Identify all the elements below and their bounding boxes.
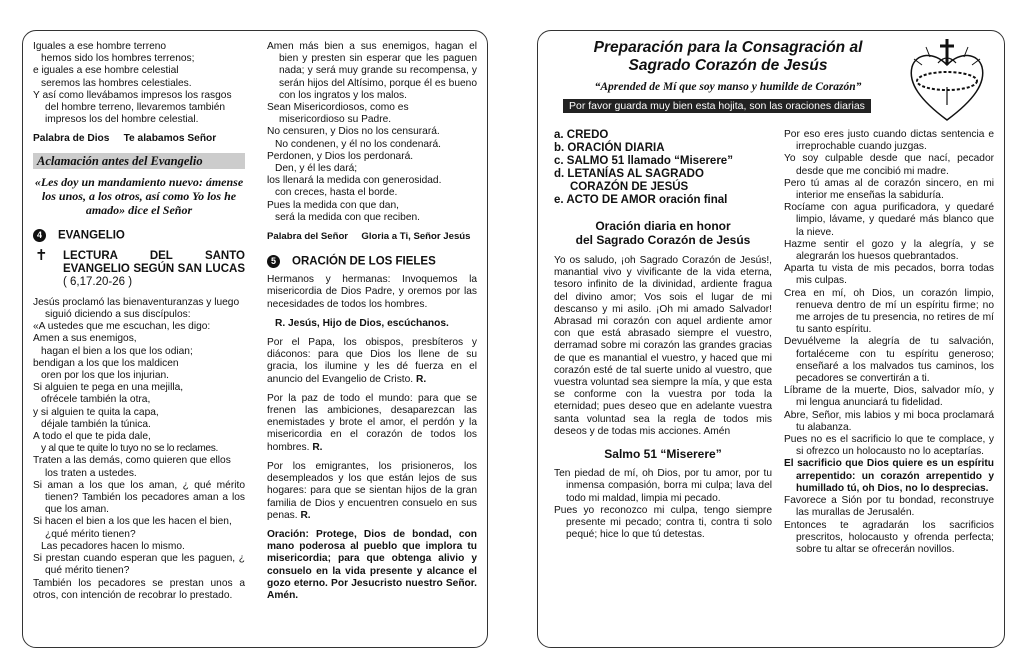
right-column-1 [554, 129, 772, 541]
salmo-verse: Crea en mí, oh Dios, un corazón limpio, renueva dentro de mí un espíritu firme; no me arrojes de tu presencia, no retires de mí tu santo espíritu. [784, 287, 994, 336]
title-line-1: Preparación para la Consagración al [593, 39, 863, 56]
salmo-verse: Rocíame con agua purificadora, y quedaré limpio, lávame, y quedaré más blanco que la nieve. [784, 202, 994, 238]
gospel-line: Den, y él les dará; [275, 163, 358, 175]
salmo-verse: Pues yo reconozco mi culpa, tengo siempre presente mi pecado; contra ti, contra ti solo pequé; hice lo que tú detestas. [554, 504, 772, 541]
gospel-line: No censuren, y Dios no los censurará. [267, 126, 440, 138]
gospel-line: los llenará la medida con generosidad. [267, 175, 442, 187]
prayer-list-item: e. ACTO DE AMOR oración final [554, 194, 728, 206]
palabra-response: Palabra de Dios Te alabamos Señor [33, 133, 217, 145]
gospel-line: y si alguien te quita la capa, [33, 406, 159, 418]
oracion-title-line: del Sagrado Corazón de Jesús [575, 233, 751, 247]
gospel-line: hagan el bien a los que los odian; [41, 345, 193, 357]
gospel-line: Jesús proclamó las bienaventuranzas y luego siguió diciendo a sus discípulos: [33, 296, 240, 321]
gospel-line: Amen a sus enemigos, [33, 333, 137, 345]
left-page [22, 30, 488, 648]
left-column-2 [267, 41, 477, 602]
gospel-line: Amen más bien a sus enemigos, hagan el bien y presten sin esperar que les paguen nada; y será muy grande su recompensa, y serán hijos del Altísimo, porque él es bueno con los ingratos y los malos. [267, 41, 477, 101]
gospel-line: No condenen, y él no los condenará. [275, 138, 441, 150]
prayer-list-item: CORAZÓN DE JESÚS [570, 181, 689, 193]
gospel-line: También los pecadores se prestan unos a otros, con intención de recobrar lo prestado. [33, 577, 245, 601]
salmo-verse: Pues no es el sacrificio lo que te complace, y si ofrezco un holocausto no lo aceptarías. [784, 434, 994, 458]
gospel-line: será la medida con que reciben. [275, 211, 420, 223]
fieles-intro: Hermanos y hermanas: Invoquemos la misericordia de Dios Padre, y oremos por las necesidades de todos los hombres. [267, 274, 477, 310]
lectura-heading [33, 246, 245, 289]
evangelio-heading [33, 229, 245, 242]
fieles-heading [267, 255, 477, 268]
gospel-line: déjale también la túnica. [41, 418, 151, 430]
number-badge: 5 [267, 255, 280, 268]
subtitle: “Aprended de Mí que soy manso y humilde de Corazón” [594, 81, 862, 93]
oracion-diaria-text: Yo os saludo, ¡oh Sagrado Corazón de Jesús!, manantial vivo y vivificante de la vida eterna, tesoro infinito de la divinidad, ardiente fragua del divino amor; Vos sois el lugar de mi descanso y mi asilo. ¡Oh mi amado Salvador! Abrasad mi corazón con aquel ardiente amor con que está abrasado siempre el vuestro, derramad sobre mi corazón las grandes gracias de que es manantial el vuestro, y haced que mi corazón esté de tal suerte unido al vuestro, que vuestra voluntad sea siempre la mía, y que esta se conforme con la vuestra por toda la eternidad; pues deseo que en adelante vuestra santa voluntad sea la regla de todos mis deseos y de todas mis acciones. Amén [554, 255, 772, 437]
gospel-line: A todo el que te pida dale, [33, 431, 151, 443]
palabra-response: Palabra del Señor Gloria a Ti, Señor Jesús [267, 231, 471, 243]
gospel-line: Pues la medida con que dan, [267, 199, 399, 211]
gospel-line: Traten a las demás, como quieren que ellos los traten a ustedes. [33, 455, 231, 479]
verse-line: e iguales a ese hombre celestial [33, 65, 179, 77]
prayer-list-item: d. LETANÍAS AL SAGRADO [554, 168, 704, 180]
gospel-line: Si aman a los que los aman, ¿ qué mérito tienen? También los pecadores aman a los que los aman. [33, 479, 245, 516]
salmo-verse: Pero tú amas al de corazón sincero, en mi interior me enseñas la sabiduría. [784, 177, 994, 202]
oracion-diaria-title [554, 219, 772, 247]
verse-line: hemos sido los hombres terrenos; [41, 53, 195, 65]
salmo-verse: Por eso eres justo cuando dictas sentencia e irreprochable cuando juzgas. [784, 129, 994, 153]
salmo-verse: Hazme sentir el gozo y la alegría, y se alegrarán los huesos quebrantados. [784, 238, 994, 263]
prayer-list [554, 129, 772, 207]
peticion: Por los emigrantes, los prisioneros, los desempleados y los que están lejos de sus hogares: para que se sientan hijos de la gran familia de Dios y encuentren consuelo en sus penas. R. [267, 460, 477, 521]
lectura-title: LECTURA DEL SANTO EVANGELIO SEGÚN SAN LUCAS ( 6,17.20-26 ) [63, 249, 245, 288]
aclamacion-text: «Les doy un mandamiento nuevo: ámense los unos, a los otros, así como Yo los he amado» dice el Señor [34, 174, 244, 217]
gospel-line: Perdonen, y Dios los perdonará. [267, 150, 414, 162]
left-column-1 [33, 41, 245, 602]
salmo-verse: Líbrame de la muerte, Dios, salvador mío, y mi lengua anunciará tu fidelidad. [784, 385, 994, 409]
gospel-line: y al que te quite lo tuyo no se lo reclames. [41, 443, 219, 455]
salmo-verse: Devuélveme la alegría de tu salvación, fortaléceme con tu espíritu generoso; enseñaré a los malvados tus caminos, los pecadores se convertirán a ti. [784, 336, 994, 385]
right-page [537, 30, 1005, 648]
oracion-title-line: Oración diaria en honor [595, 219, 731, 233]
salmo-verse: Ten piedad de mí, oh Dios, por tu amor, por tu inmensa compasión, borra mi culpa; lava del todo mi maldad, limpia mi pecado. [554, 468, 772, 504]
verse-line: Y así como llevábamos impresos los rasgos del hombre terreno, llevaremos también impresos los del hombre celestial. [33, 89, 232, 126]
salmo-verse: Entonces te agradarán los sacrificios prescritos, holocausto y ofrenda perfecta; sobre tu altar se ofrecerán novillos. [784, 519, 994, 555]
instruction-banner: Por favor guarda muy bien esta hojita, son las oraciones diarias [563, 99, 871, 113]
aclamacion-title: Aclamación antes del Evangelio [33, 153, 245, 169]
page-title [558, 39, 898, 75]
fieles-title: ORACIÓN DE LOS FIELES [292, 255, 436, 268]
title-line-2: Sagrado Corazón de Jesús [628, 57, 828, 74]
cross-icon: ✝ [35, 246, 48, 264]
gospel-line: con creces, hasta el borde. [275, 187, 398, 199]
gospel-line: Sean Misericordiosos, como es misericordioso su Padre. [267, 102, 409, 126]
gospel-line: ofrécele también la otra, [41, 394, 151, 406]
gospel-line: Si hacen el bien a los que les hacen el bien, ¿qué mérito tienen? [33, 516, 232, 540]
oracion-final: Oración: Protege, Dios de bondad, con mano poderosa al pueblo que implora tu misericordia; para que obtenga alivio y consuelo en la vida presente y alcance el gozo eterno. Por Jesucristo nuestro Señor. Amén. [267, 528, 477, 601]
peticion: Por el Papa, los obispos, presbíteros y diáconos: para que Dios los llene de su gracia, los ilumine y les dé fuerza en el anuncio del Evangelio de Cristo. R. [267, 337, 477, 385]
right-column-2 [784, 129, 994, 556]
salmo-verse: Yo soy culpable desde que nací, pecador desde que me concibió mi madre. [784, 153, 994, 177]
salmo-title: Salmo 51 “Miserere” [604, 447, 722, 462]
lectura-reference: ( 6,17.20-26 ) [63, 275, 133, 288]
verse-line: seremos las hombres celestiales. [41, 77, 192, 89]
fieles-response: R. Jesús, Hijo de Dios, escúchanos. [275, 317, 449, 329]
peticion: Por la paz de todo el mundo: para que se frenen las ambiciones, desaparezcan las enemistades y brote el amor, el perdón y la misericordia en el corazón de todos los hombres. R. [267, 392, 477, 453]
salmo-verse: Abre, Señor, mis labios y mi boca proclamará tu alabanza. [784, 409, 994, 433]
gospel-line: «A ustedes que me escuchan, les digo: [33, 321, 211, 333]
salmo-verse: Aparta tu vista de mis pecados, borra todas mis culpas. [784, 263, 994, 287]
gospel-line: bendigan a los que los maldicen [33, 357, 179, 369]
sacred-heart-icon [900, 35, 994, 125]
number-badge: 4 [33, 229, 46, 242]
prayer-list-item: c. SALMO 51 llamado “Miserere” [554, 155, 733, 167]
prayer-list-item: b. ORACIÓN DIARIA [554, 142, 665, 154]
gospel-line: Si alguien te pega en una mejilla, [33, 382, 184, 394]
prayer-list-item: a. CREDO [554, 129, 609, 141]
salmo-verse: Favorece a Sión por tu bondad, reconstruye las murallas de Jerusalén. [784, 495, 994, 519]
salmo-verse: El sacrificio que Dios quiere es un espíritu arrepentido: un corazón arrepentido y humillado tú, oh Dios, no lo desprecias. [784, 458, 994, 494]
gospel-line: Las pecadores hacen lo mismo. [41, 540, 185, 552]
evangelio-title: EVANGELIO [58, 229, 125, 242]
verse-line: Iguales a ese hombre terreno [33, 41, 167, 52]
gospel-line: oren por los que los injurian. [41, 370, 169, 382]
gospel-line: Si prestan cuando esperan que les paguen, ¿ qué mérito tienen? [33, 553, 245, 577]
